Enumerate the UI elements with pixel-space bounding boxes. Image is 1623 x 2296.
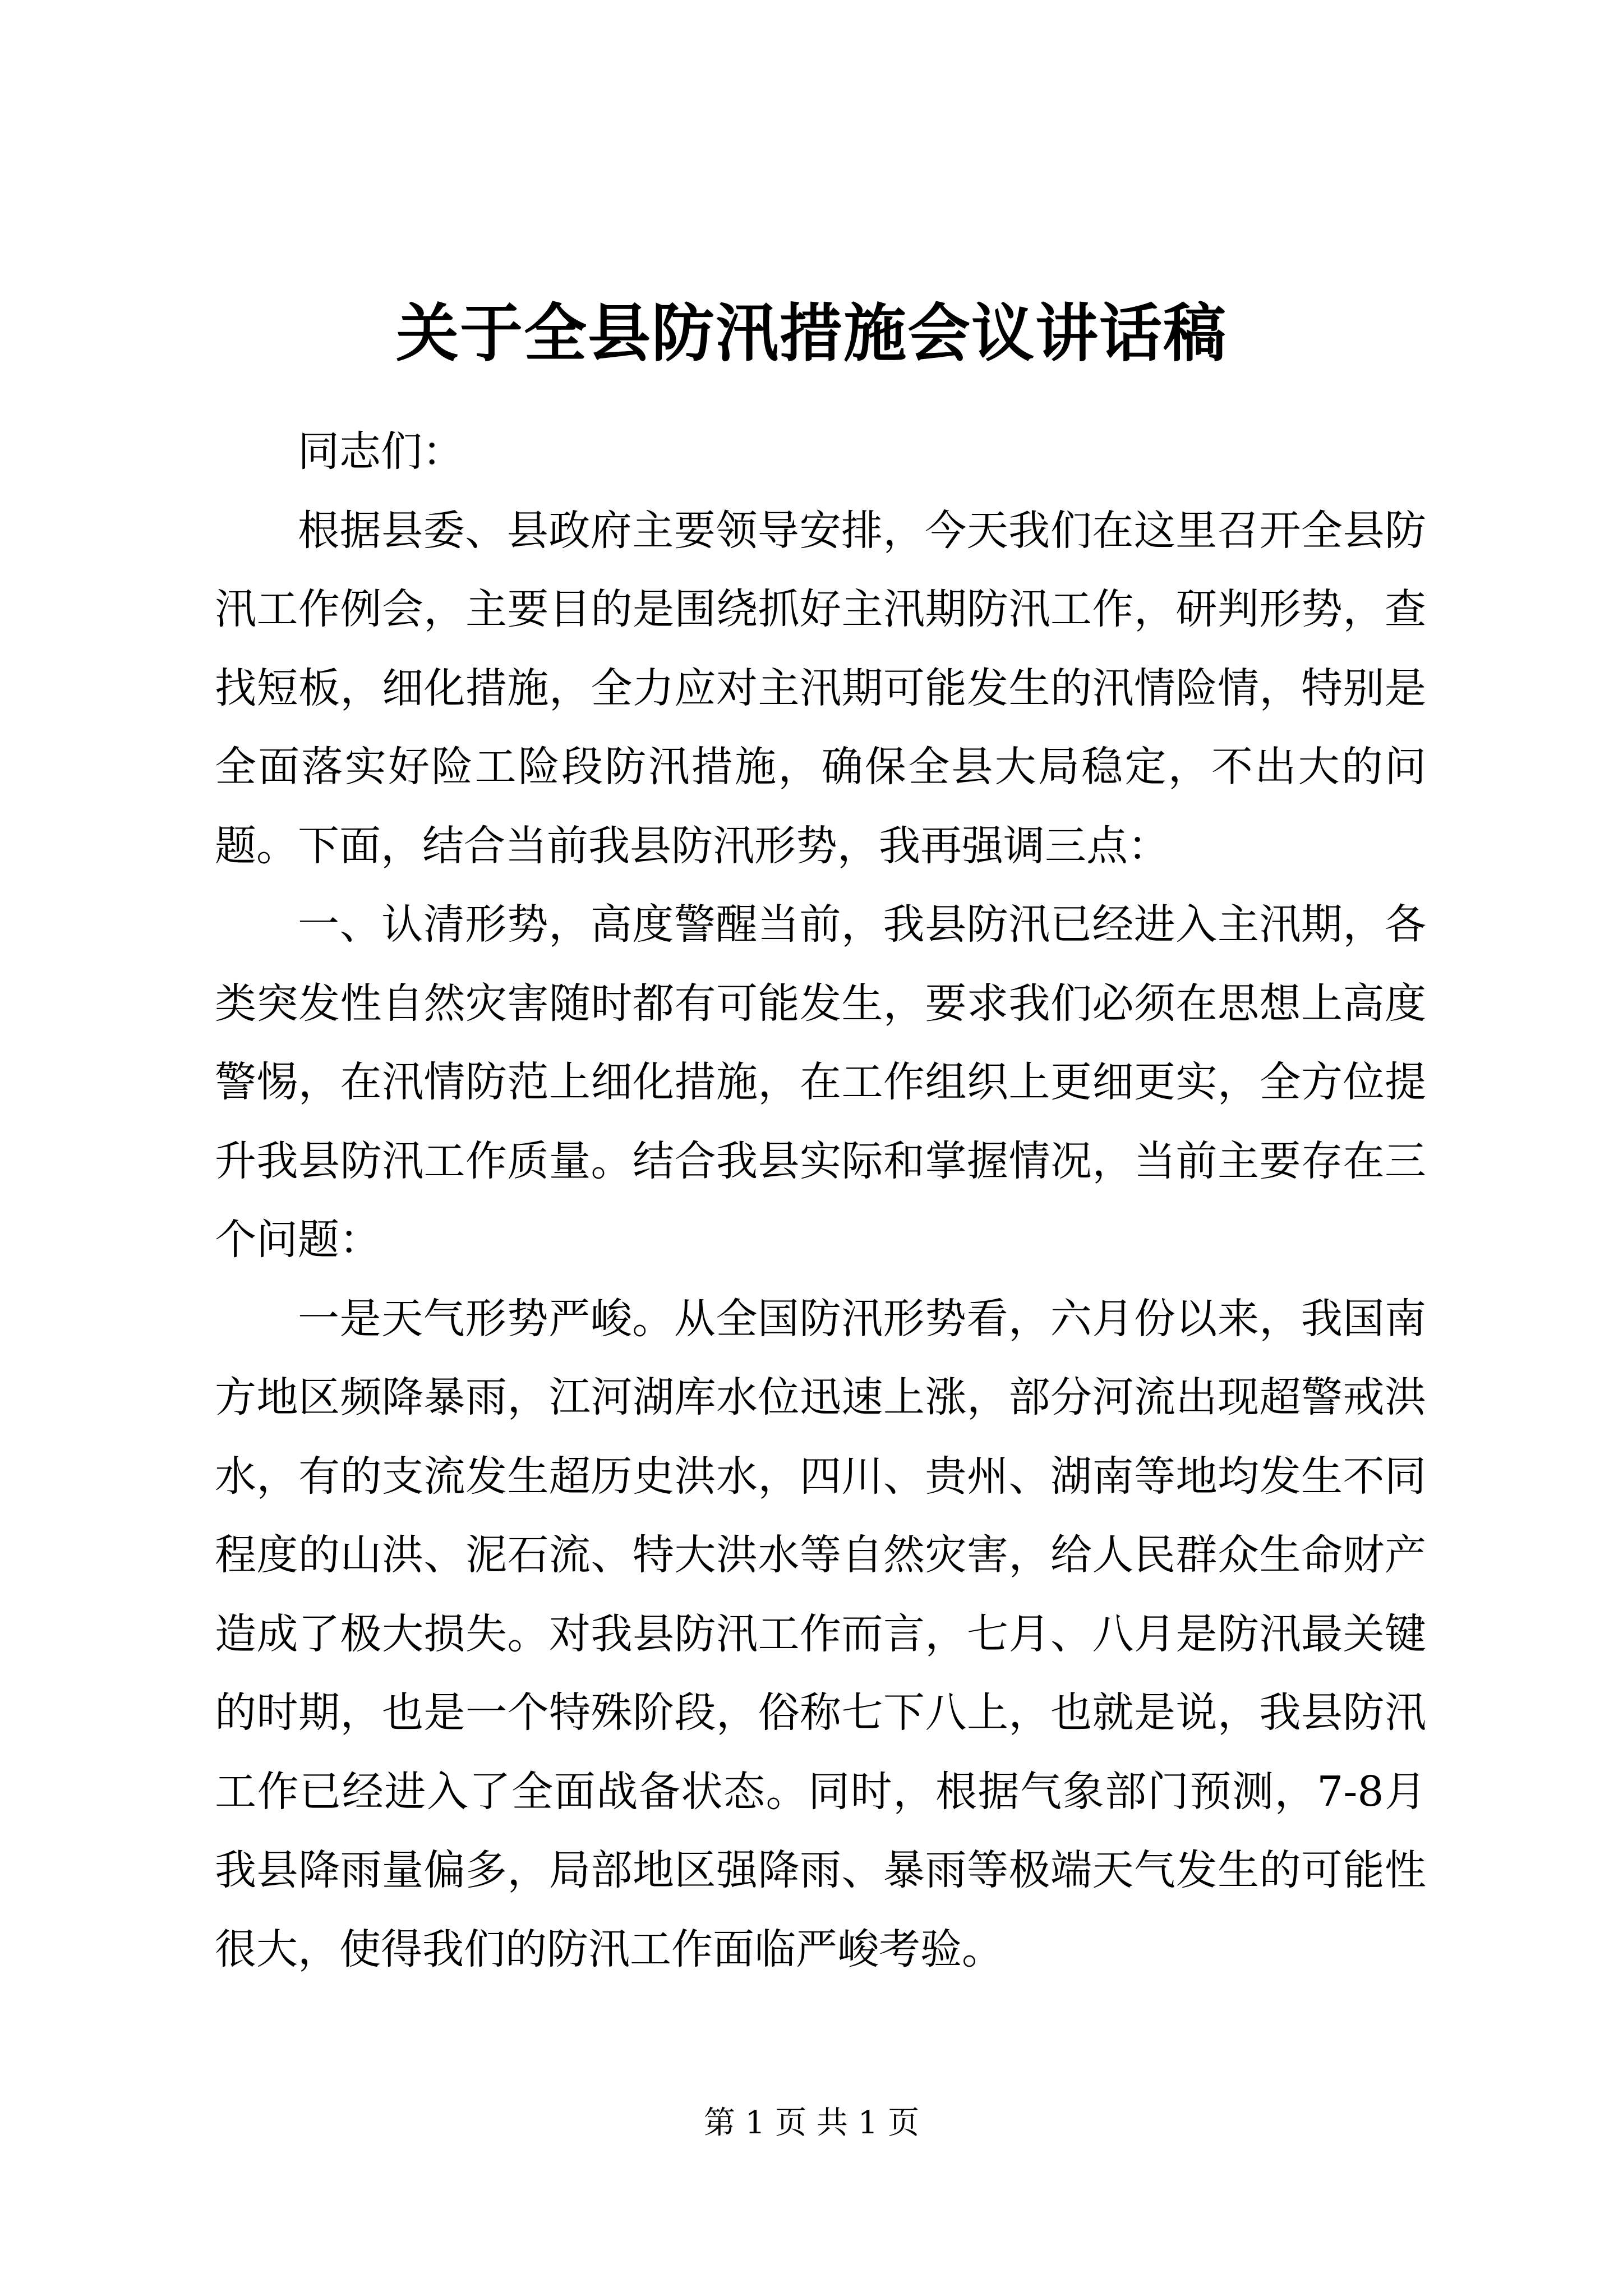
salutation-paragraph: 同志们： xyxy=(298,427,464,476)
document-title: 关于全县防汛措施会议讲话稿 xyxy=(396,297,1227,370)
section-one-paragraph: 一、认清形势，高度警醒当前，我县防汛已经进入主汛期，各类突发性自然灾害随时都有可能发生，要求我们必须在思想上高度警惕，在汛情防范上细化措施，在工作组织上更细更实，全方位提升我县防汛工作质量。结合我县实际和掌握情况，当前主要存在三个问题： xyxy=(215,900,1426,1264)
intro-paragraph: 根据县委、县政府主要领导安排，今天我们在这里召开全县防汛工作例会，主要目的是围绕抓好主汛期防汛工作，研判形势，查找短板，细化措施，全力应对主汛期可能发生的汛情险情，特别是全面落实好险工险段防汛措施，确保全县大局稳定，不出大的问题。下面，结合当前我县防汛形势，我再强调三点： xyxy=(215,506,1426,870)
document-body xyxy=(215,412,1426,1989)
weather-situation-paragraph: 一是天气形势严峻。从全国防汛形势看，六月份以来，我国南方地区频降暴雨，江河湖库水位迅速上涨，部分河流出现超警戒洪水，有的支流发生超历史洪水，四川、贵州、湖南等地均发生不同程度的山洪、泥石流、特大洪水等自然灾害，给人民群众生命财产造成了极大损失。对我县防汛工作而言，七月、八月是防汛最关键的时期，也是一个特殊阶段，俗称七下八上，也就是说，我县防汛工作已经进入了全面战备状态。同时，根据气象部门预测，7-8月我县降雨量偏多，局部地区强降雨、暴雨等极端天气发生的可能性很大，使得我们的防汛工作面临严峻考验。 xyxy=(215,1294,1426,1973)
page-number-footer: 第 1 页 共 1 页 xyxy=(703,2105,920,2141)
